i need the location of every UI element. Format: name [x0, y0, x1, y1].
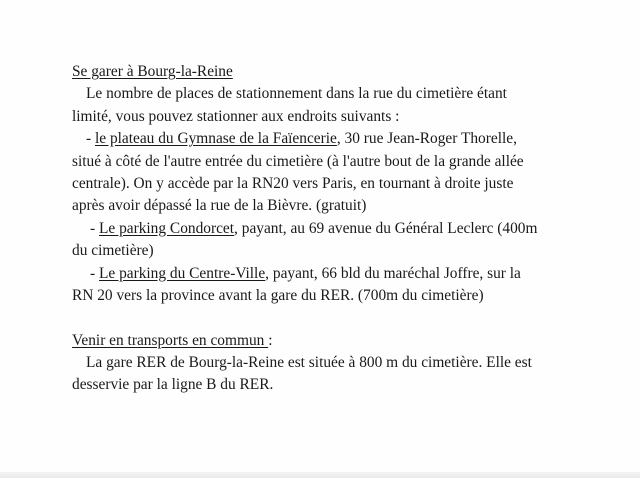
parking-item-2-name: Le parking Condorcet [98, 219, 235, 237]
parking-item-1-rest: , 30 rue Jean-Roger Thorelle, [336, 130, 517, 148]
parking-item-1-line-4: après avoir dépassé la rue de la Bièvre. (gratuit) [72, 197, 367, 215]
parking-intro-line-2: limité, vous pouvez stationner aux endroits suivants : [72, 107, 400, 125]
parking-item-2-line-2: du cimetière) [72, 242, 154, 260]
transport-line-2: desservie par la ligne B du RER. [72, 376, 274, 394]
transport-heading-colon: : [268, 331, 273, 349]
transport-heading: Venir en transports en commun [72, 331, 269, 349]
parking-item-2-first-line [72, 218, 617, 240]
parking-item-1-name: le plateau du Gymnase de la Faïencerie [94, 130, 337, 148]
parking-item-1-dash: - [86, 130, 95, 148]
parking-heading: Se garer à Bourg-la-Reine [72, 63, 233, 80]
paragraph-gap [72, 307, 617, 329]
transport-line-1: La gare RER de Bourg-la-Reine est située à 800 m du cimetière. Elle est [86, 354, 532, 372]
scan-bottom-edge [0, 472, 640, 478]
parking-item-2-rest: , payant, au 69 avenue du Général Leclerc (400m [234, 219, 538, 237]
parking-heading-line [72, 61, 617, 83]
parking-item-1-line-2: situé à côté de l'autre entrée du cimetière (à l'autre bout de la grande allée [72, 152, 524, 170]
document-body [72, 61, 617, 397]
parking-item-1-line-3: centrale). On y accède par la RN20 vers Paris, en tournant à droite juste [72, 174, 514, 192]
parking-intro-line-1: Le nombre de places de stationnement dans la rue du cimetière étant [86, 85, 507, 103]
parking-item-3-rest: , payant, 66 bld du maréchal Joffre, sur la [265, 264, 521, 282]
parking-item-3-first-line [72, 263, 617, 285]
parking-item-3-name: Le parking du Centre-Ville [98, 264, 266, 282]
parking-item-2-dash: - [90, 219, 99, 237]
parking-item-3-dash: - [90, 264, 99, 282]
parking-item-3-line-2: RN 20 vers la province avant la gare du RER. (700m du cimetière) [72, 286, 484, 304]
transport-heading-line [72, 330, 617, 352]
parking-item-1-first-line [72, 128, 617, 150]
